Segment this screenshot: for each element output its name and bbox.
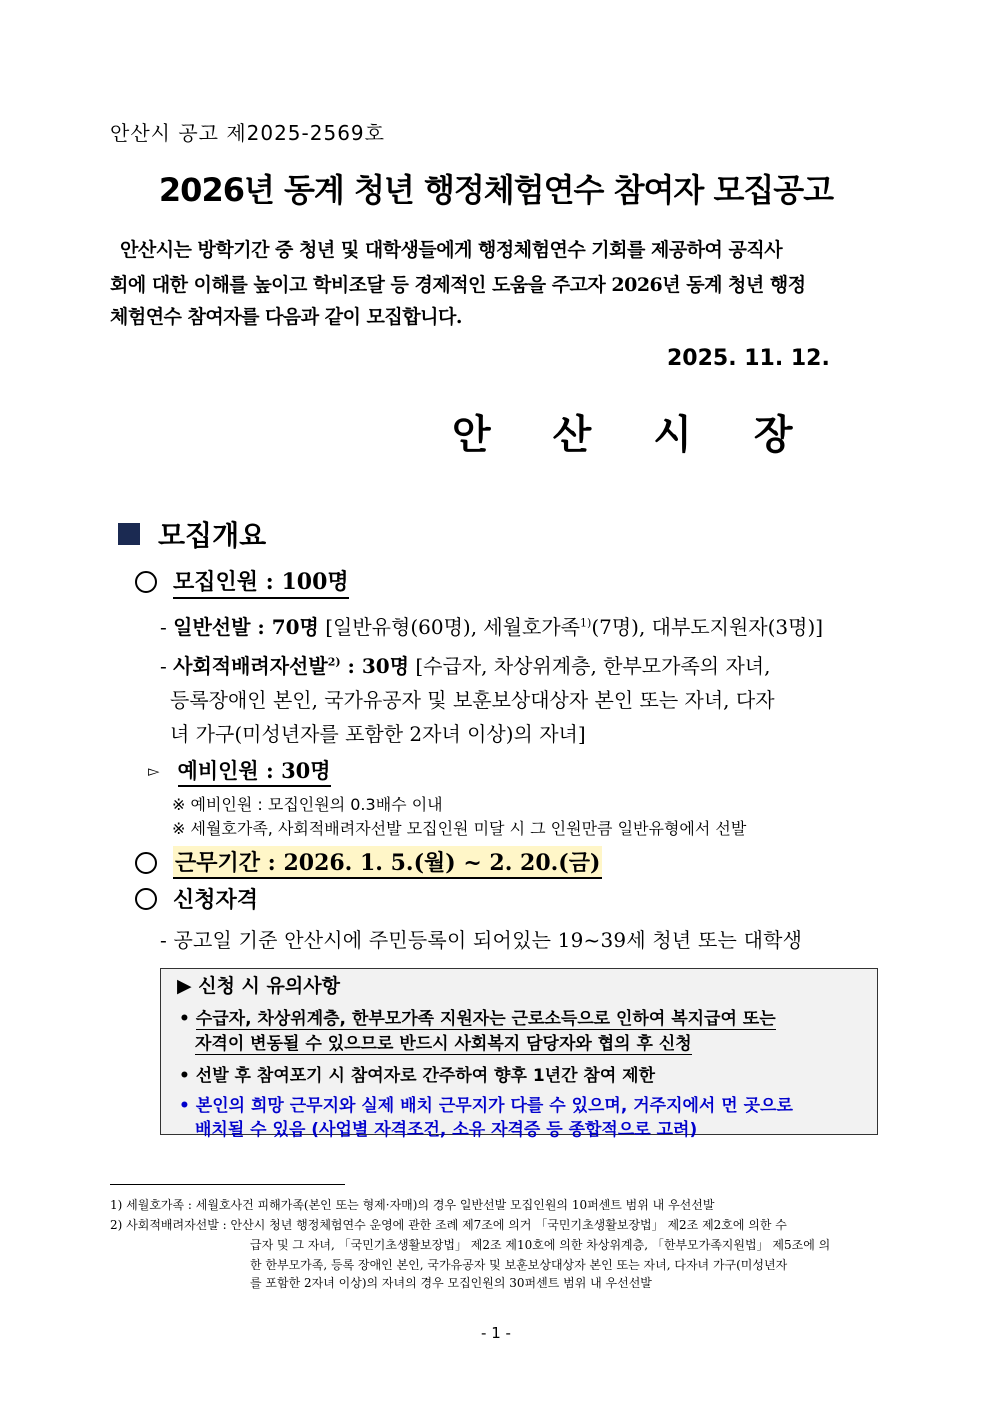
caution-item-1-text: 수급자, 차상위계층, 한부모가족 지원자는 근로소득으로 인하여 복지급여 또는	[195, 1009, 776, 1029]
reserve-count-text: 예비인원 : 30명	[178, 755, 331, 787]
signer: 안산시장	[452, 412, 855, 458]
footnote-2-cont-2: 한 한부모가족, 등록 장애인 본인, 국가유공자 및 보훈보상대상자 본인 또는 자녀, 다자녀 가구(미성년자	[250, 1258, 788, 1272]
page-number: - 1 -	[481, 1324, 511, 1342]
social-selection	[160, 650, 770, 679]
footnote-1: 1) 세월호가족 : 세월호사건 피해가족(본인 또는 형제·자매)의 경우 일반선발 모집인원의 10퍼센트 범위 내 우선선발	[110, 1198, 715, 1212]
intro-line-2: 회에 대한 이해를 높이고 학비조달 등 경제적인 도움을 주고자 2026년 동계 청년 행정	[110, 274, 806, 296]
caution-item-3-text: 본인의 희망 근무지와 실제 배치 근무지가 다를 수 있으며, 거주지에서 먼 곳으로	[195, 1096, 793, 1116]
caution-item-3: • 본인의 희망 근무지와 실제 배치 근무지가 다를 수 있으며, 거주지에서 먼 곳으로	[179, 1096, 793, 1116]
intro-line-3: 체험연수 참여자를 다음과 같이 모집합니다.	[110, 306, 462, 328]
circle-bullet-icon	[135, 888, 157, 910]
social-detail-2: 등록장애인 본인, 국가유공자 및 보훈보상대상자 본인 또는 자녀, 다자	[170, 688, 775, 712]
work-period	[135, 846, 602, 879]
social-count: : 30명	[340, 654, 410, 678]
footnote-2-cont-3: 를 포함한 2자녀 이상)의 자녀의 경우 모집인원의 30퍼센트 범위 내 우선선발	[250, 1276, 652, 1290]
caution-item-3-cont	[195, 1115, 697, 1140]
eligibility-text: - 공고일 기준 안산시에 주민등록이 되어있는 19~39세 청년 또는 대학생	[160, 928, 803, 952]
circle-bullet-icon	[135, 571, 157, 593]
general-detail-2: (7명), 대부도지원자(3명)]	[591, 615, 824, 639]
caution-item-2-text: 선발 후 참여포기 시 참여자로 간주하여 향후 1년간 참여 제한	[195, 1066, 656, 1086]
social-detail-1: [수급자, 차상위계층, 한부모가족의 자녀,	[409, 654, 771, 678]
footnote-divider	[110, 1184, 345, 1185]
section-title: 모집개요	[158, 519, 267, 552]
general-label: 일반선발 : 70명	[173, 615, 319, 639]
circle-bullet-icon	[135, 852, 157, 874]
social-label: 사회적배려자선발	[173, 654, 328, 678]
dash: -	[160, 615, 174, 639]
notice-date: 2025. 11. 12.	[667, 346, 830, 371]
eligibility-heading	[135, 883, 258, 914]
footnote-ref-2[interactable]: 2)	[327, 655, 341, 669]
eligibility-title: 신청자격	[173, 887, 259, 913]
recruit-count-text: 모집인원 : 100명	[173, 565, 349, 599]
work-period-text: 근무기간 : 2026. 1. 5.(월) ~ 2. 20.(금)	[173, 846, 602, 879]
footnote-2: 2) 사회적배려자선발 : 안산시 청년 행정체험연수 운영에 관한 조례 제7조에 의거 「국민기초생활보장법」 제2조 제2호에 의한 수	[110, 1218, 787, 1232]
caution-item-1-cont	[195, 1029, 692, 1054]
caution-item-1: • 수급자, 차상위계층, 한부모가족 지원자는 근로소득으로 인하여 복지급여 또는	[179, 1009, 776, 1029]
caution-item-2: • 선발 후 참여포기 시 참여자로 간주하여 향후 1년간 참여 제한	[179, 1066, 656, 1086]
notice-number: 안산시 공고 제2025-2569호	[110, 121, 385, 145]
page-title: 2026년 동계 청년 행정체험연수 참여자 모집공고	[158, 171, 834, 209]
triangle-pointer-icon: ▻	[148, 762, 160, 780]
general-detail: [일반유형(60명), 세월호가족	[318, 615, 581, 639]
note-shortfall: ※ 세월호가족, 사회적배려자선발 모집인원 미달 시 그 인원만큼 일반유형에서 선발	[172, 819, 747, 838]
footnote-ref-1[interactable]: 1)	[580, 616, 592, 630]
caution-item-3-text-2: 배치될 수 있음 (사업별 자격조건, 소유 자격증 등 종합적으로 고려)	[195, 1120, 698, 1140]
general-selection	[160, 611, 823, 640]
reserve-count	[148, 755, 331, 787]
social-detail-3: 녀 가구(미성년자를 포함한 2자녀 이상)의 자녀]	[170, 722, 586, 746]
caution-title: ▶ 신청 시 유의사항	[177, 975, 340, 997]
square-bullet-icon	[118, 523, 140, 545]
dash: -	[160, 654, 174, 678]
note-reserve: ※ 예비인원 : 모집인원의 0.3배수 이내	[172, 795, 443, 814]
intro-line-1: 안산시는 방학기간 중 청년 및 대학생들에게 행정체험연수 기회를 제공하여 공직사	[120, 239, 783, 261]
section-heading	[118, 514, 266, 554]
caution-box	[160, 968, 878, 1140]
footnote-2-cont-1: 급자 및 그 자녀, 「국민기초생활보장법」 제2조 제10호에 의한 차상위계층, 「한부모가족지원법」 제5조에 의	[250, 1238, 831, 1252]
recruit-count	[135, 565, 349, 599]
caution-item-1-text-2: 자격이 변동될 수 있으므로 반드시 사회복지 담당자와 협의 후 신청	[195, 1034, 692, 1054]
